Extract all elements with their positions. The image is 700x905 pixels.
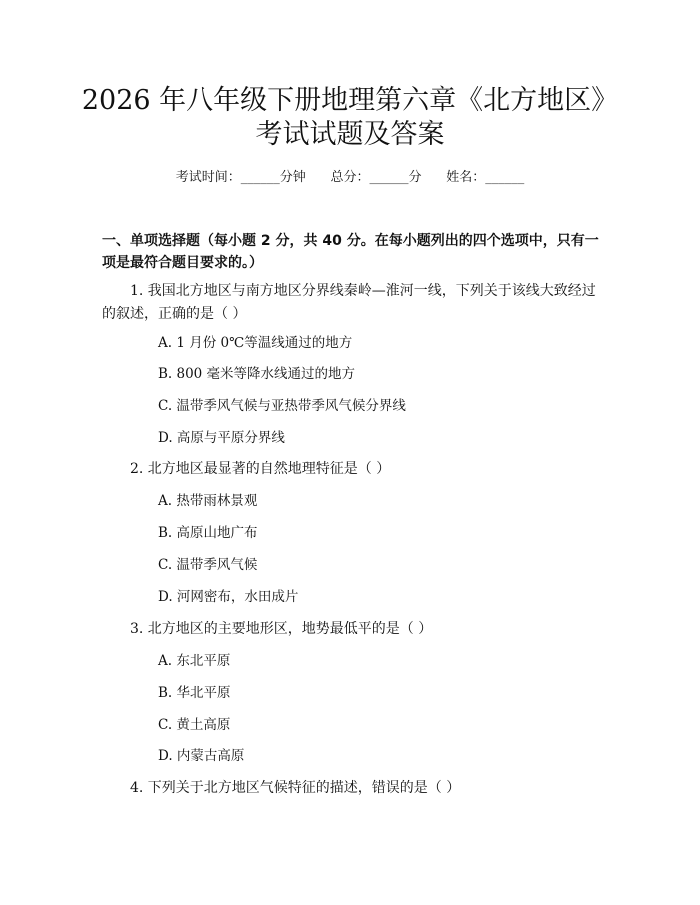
question-2-option-d: D. 河网密布，水田成片 xyxy=(158,589,299,605)
question-3-option-d: D. 内蒙古高原 xyxy=(158,748,245,764)
question-1-option-b: B. 800 毫米等降水线通过的地方 xyxy=(158,366,356,382)
question-4: 4. 下列关于北方地区气候特征的描述，错误的是（ ） xyxy=(130,780,461,796)
title-line-1: 2026 年八年级下册地理第六章《北方地区》 xyxy=(81,85,619,116)
exam-info-line: 考试时间：______分钟 总分：______分 姓名：______ xyxy=(175,170,525,185)
question-1-option-c: C. 温带季风气候与亚热带季风气候分界线 xyxy=(158,398,406,414)
question-2-option-b: B. 高原山地广布 xyxy=(158,525,258,541)
section-heading: 一、单项选择题（每小题 2 分，共 40 分。在每小题列出的四个选项中，只有一项是最符合题目要求的。） xyxy=(102,233,599,271)
question-3-option-b: B. 华北平原 xyxy=(158,685,231,701)
question-2: 2. 北方地区最显著的自然地理特征是（ ） xyxy=(130,461,391,477)
question-1: 1. 我国北方地区与南方地区分界线秦岭—淮河一线，下列关于该线大致经过的叙述，正确的是（ ） xyxy=(102,283,596,322)
title-line-2: 考试试题及答案 xyxy=(255,119,445,150)
question-2-option-c: C. 温带季风气候 xyxy=(158,557,258,573)
question-3: 3. 北方地区的主要地形区，地势最低平的是（ ） xyxy=(130,621,433,637)
question-3-option-a: A. 东北平原 xyxy=(158,653,231,669)
question-3-option-c: C. 黄土高原 xyxy=(158,717,231,733)
question-2-option-a: A. 热带雨林景观 xyxy=(158,493,258,509)
question-1-option-a: A. 1 月份 0℃等温线通过的地方 xyxy=(158,335,353,351)
question-1-option-d: D. 高原与平原分界线 xyxy=(158,430,285,446)
